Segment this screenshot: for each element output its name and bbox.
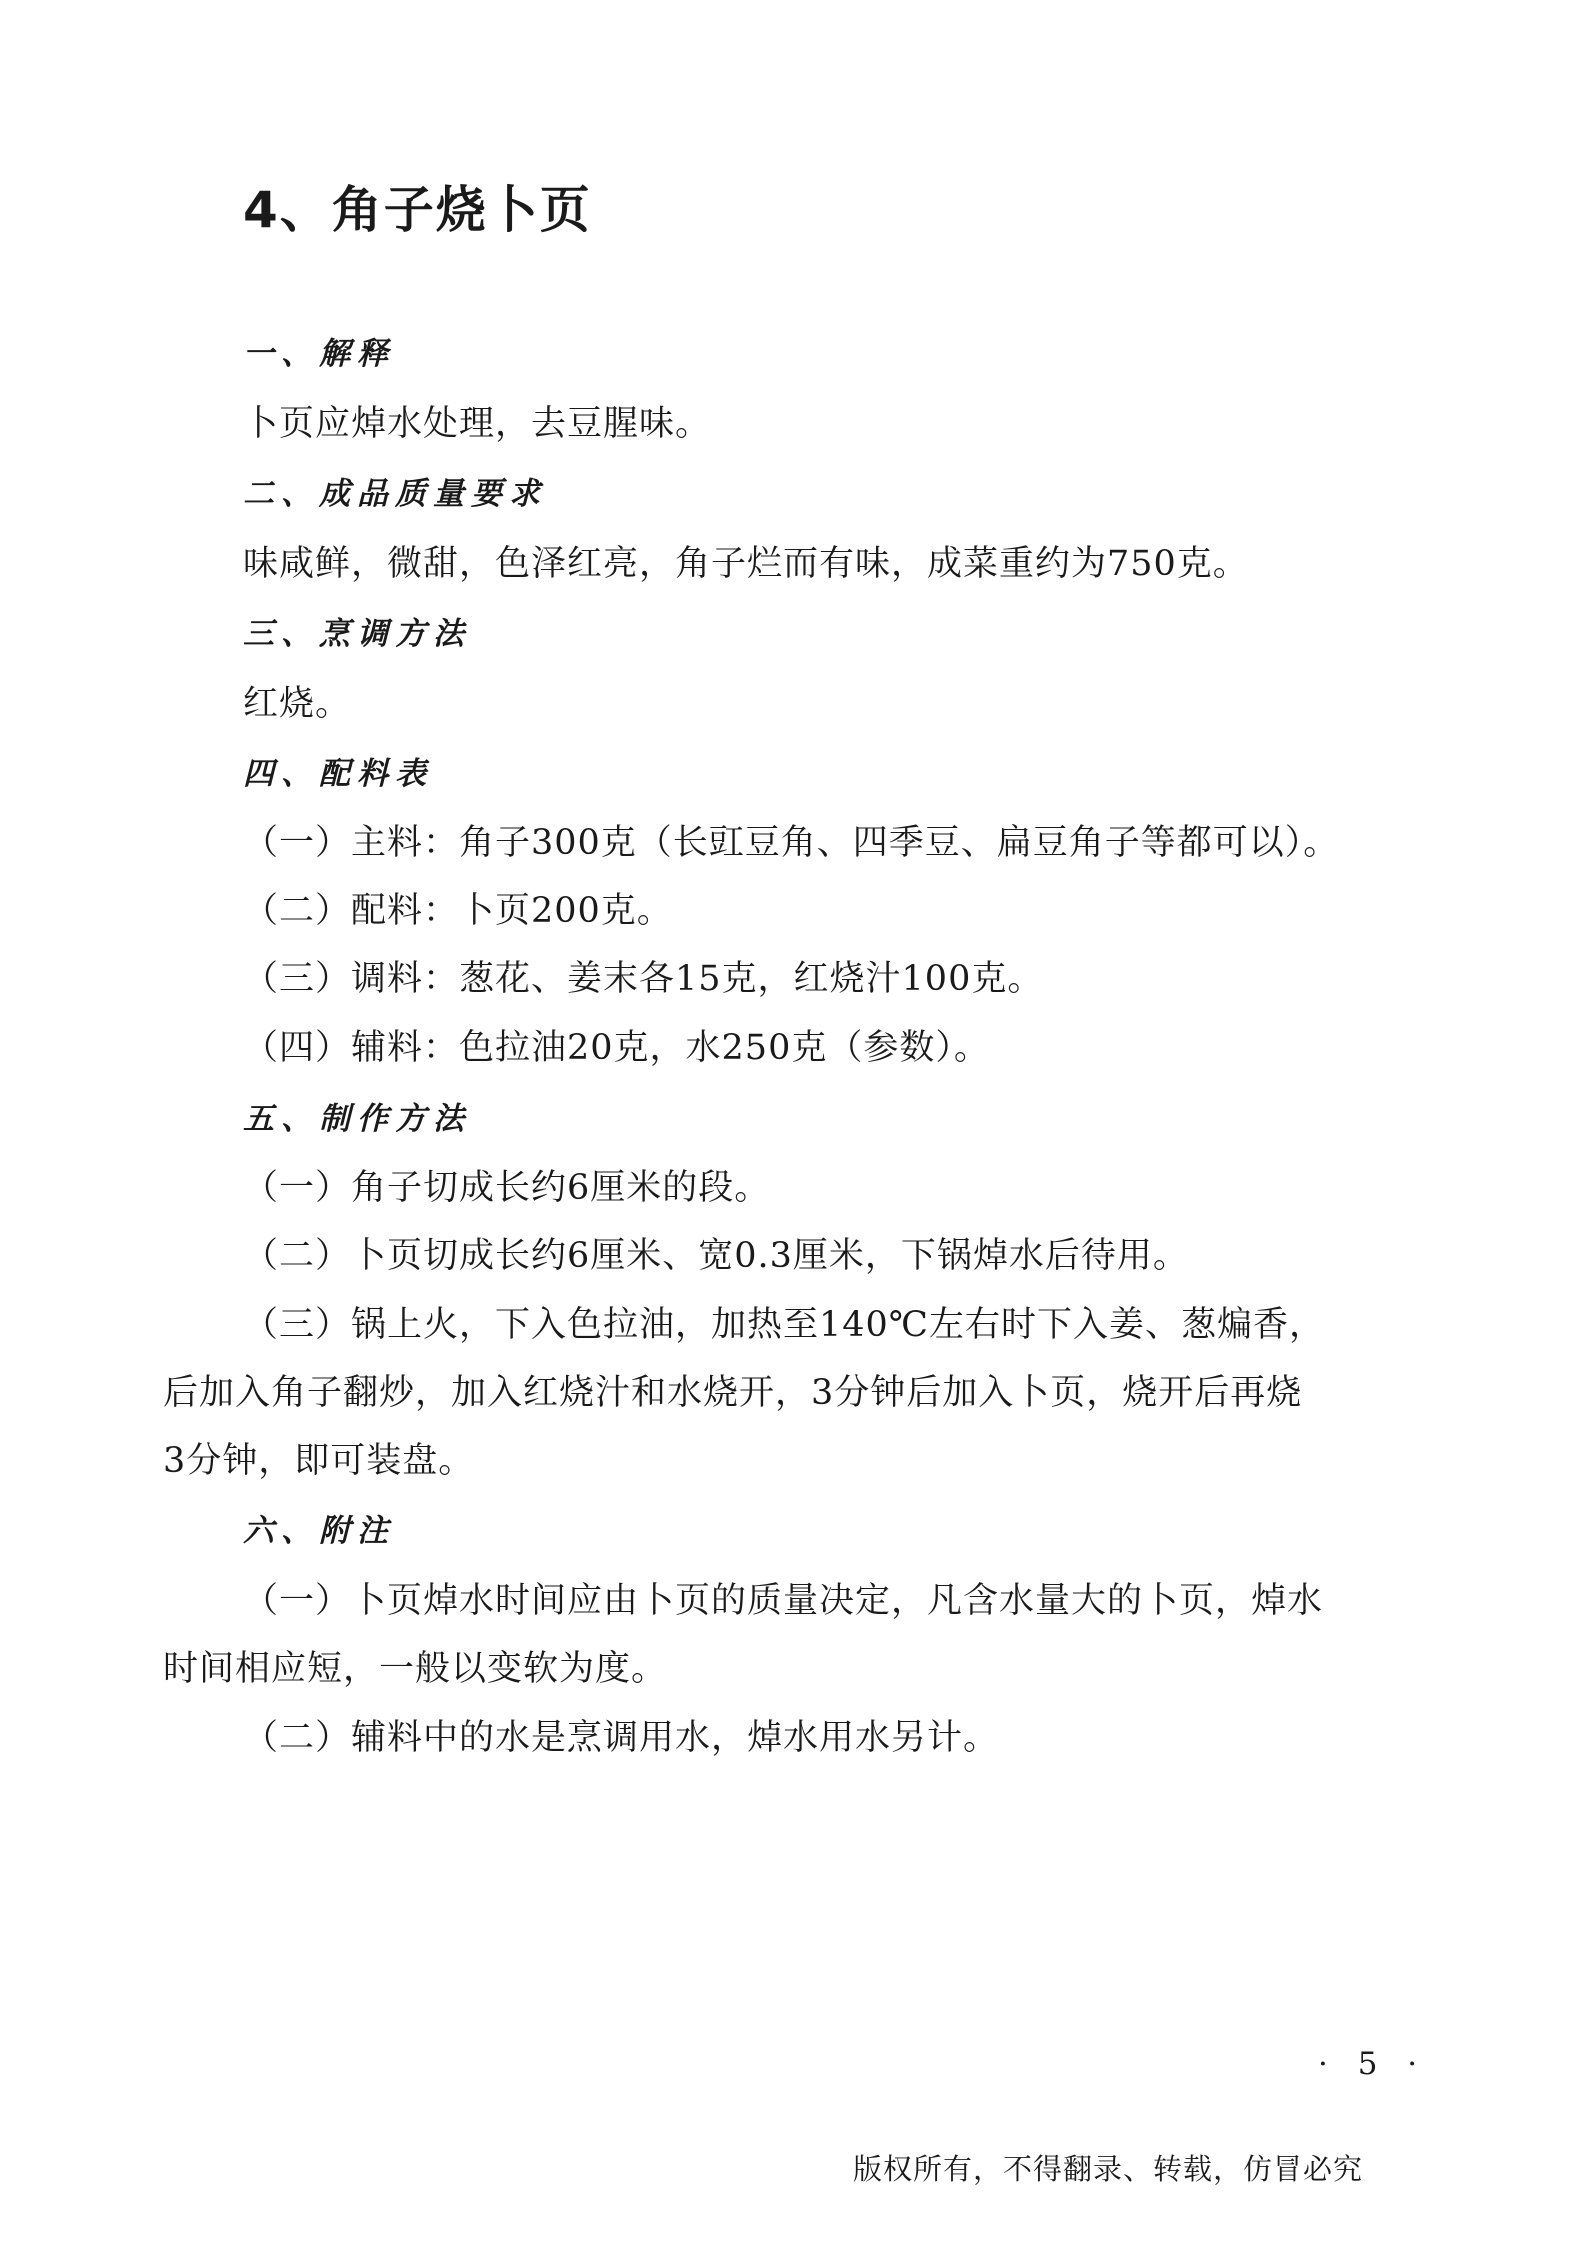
step-line: （三）锅上火，下入色拉油，加热至140℃左右时下入姜、葱煸香，	[243, 1305, 1325, 1345]
section-heading-method: 三、烹调方法	[243, 616, 471, 652]
ingredient-line: （四）辅料：色拉油20克，水250克（参数）。	[243, 1028, 990, 1068]
copyright-notice: 版权所有，不得翻录、转载，仿冒必究	[853, 2152, 1364, 2186]
step-line: （一）角子切成长约6厘米的段。	[243, 1168, 771, 1208]
section-heading-steps: 五、制作方法	[243, 1101, 471, 1137]
step-line: （二）卜页切成长约6厘米、宽0.3厘米，下锅焯水后待用。	[243, 1236, 1189, 1276]
section-heading-quality: 二、成品质量要求	[243, 476, 547, 512]
page-number: · 5 ·	[1318, 2046, 1428, 2082]
note-line: （二）辅料中的水是烹调用水，焯水用水另计。	[243, 1718, 1000, 1758]
paragraph-line: 味咸鲜，微甜，色泽红亮，角子烂而有味，成菜重约为750克。	[243, 544, 1249, 584]
ingredient-line: （三）调料：葱花、姜末各15克，红烧汁100克。	[243, 959, 1044, 999]
paragraph-line: 红烧。	[243, 684, 352, 724]
note-line: 时间相应短，一般以变软为度。	[163, 1649, 668, 1689]
section-heading-notes: 六、附注	[243, 1513, 395, 1549]
ingredient-line: （一）主料：角子300克（长豇豆角、四季豆、扁豆角子等都可以）。	[243, 823, 1340, 863]
step-line: 后加入角子翻炒，加入红烧汁和水烧开，3分钟后加入卜页，烧开后再烧	[163, 1373, 1303, 1413]
section-heading-explanation: 一、解释	[243, 336, 395, 372]
note-line: （一）卜页焯水时间应由卜页的质量决定，凡含水量大的卜页，焯水	[243, 1581, 1324, 1621]
paragraph-line: 卜页应焯水处理，去豆腥味。	[243, 404, 712, 444]
section-heading-ingredients: 四、配料表	[243, 756, 433, 792]
step-line: 3分钟，即可装盘。	[163, 1441, 475, 1481]
recipe-title: 4、角子烧卜页	[243, 181, 592, 239]
ingredient-line: （二）配料：卜页200克。	[243, 891, 673, 931]
